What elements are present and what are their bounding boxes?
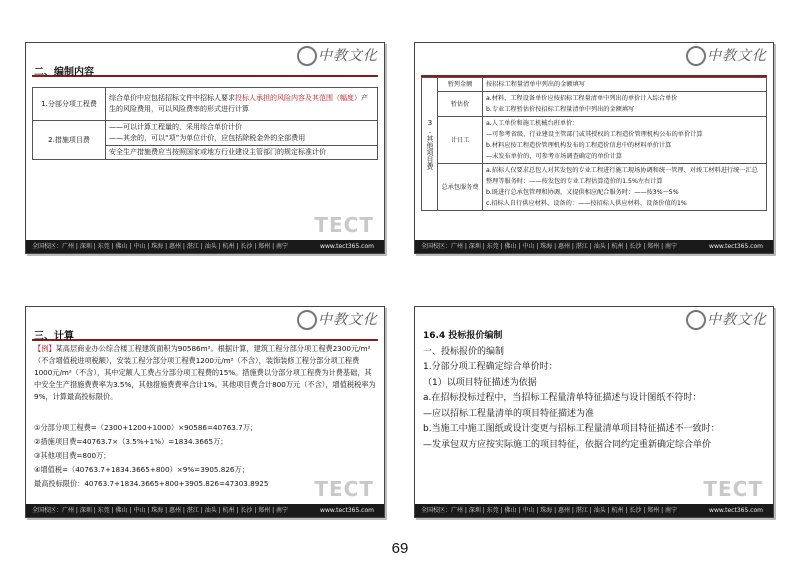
content-table bbox=[32, 87, 378, 160]
calc-line: ④增值税=（40763.7+1834.3665+800）×9%=3905.826万； bbox=[34, 465, 249, 474]
watermark-logo: TECT bbox=[703, 477, 763, 501]
slide-footer: 全国校区：广州 | 深圳 | 东莞 | 佛山 | 中山 | 珠海 | 惠州 | 湛江 | 汕头 | 杭州 | 长沙 | 郑州 | 南宁 www.tect365.com bbox=[415, 240, 773, 253]
slide-title: 16.4 投标报价编制 bbox=[423, 331, 503, 341]
logo: 中教文化 bbox=[686, 45, 767, 66]
row-content: a.材料、工程设备单价应按招标工程量清单中列出的单价计入综合单价 b.专业工程暂估价按招标工程量清单中列出的金额填写 bbox=[483, 92, 767, 117]
watermark-logo: TECT bbox=[314, 213, 374, 237]
row-content: a.招标人仅要求总包人对其发包的专业工程进行施工现场协调和统一管理、对竣工材料进行统一汇总整理等服务时：——按发包的专业工程估算造价的1.5%左右计算 b.既进行总承包管理和协调，又提供相应配合服务时：——按3%～5% c.招标人自行供应材料、设备的：——按招标人供应材料、设备价值的1% bbox=[483, 164, 767, 211]
slide-footer: 全国校区：广州 | 深圳 | 东莞 | 佛山 | 中山 | 珠海 | 惠州 | 湛江 | 汕头 | 杭州 | 长沙 | 郑州 | 南宁 www.tect365.com bbox=[26, 240, 384, 253]
logo-ring-icon bbox=[686, 310, 706, 330]
row-label: 1.分部分项工程费 bbox=[33, 88, 106, 121]
row-label: 暂列金额 bbox=[438, 78, 483, 92]
row-content: 综合单价中应包括招标文件中招标人要求投标人承担的风险内容及其范围（幅度）产生的风险费用，可以风险费率的形式进行计算 bbox=[106, 88, 378, 121]
slide-bid-quotation bbox=[414, 306, 774, 518]
text-line: （1）以项目特征描述为依据 bbox=[423, 377, 537, 388]
text-line: a.在招标投标过程中，当招标工程量清单特征描述与设计图纸不符时： bbox=[423, 393, 702, 403]
table-row bbox=[422, 92, 767, 117]
slide-header-rule bbox=[32, 325, 378, 341]
table-row bbox=[422, 78, 767, 92]
row-label: 总承包服务费 bbox=[438, 164, 483, 211]
text-line: b.当施工中施工图纸或设计变更与招标工程量清单项目特征描述不一致时： bbox=[423, 424, 720, 434]
page-number: 69 bbox=[391, 540, 409, 557]
row-content: ——可以计算工程量的，采用综合单价计价 ——其余的，可以“项”为单位计价，应包括除税金外的全部费用 bbox=[106, 121, 378, 146]
slide-compilation-content bbox=[25, 42, 385, 254]
slide-header-rule bbox=[421, 61, 767, 77]
other-items-table bbox=[421, 77, 767, 211]
slide-other-items bbox=[414, 42, 774, 254]
text-line: 一、投标报价的编制 bbox=[423, 346, 505, 357]
table-row bbox=[33, 121, 378, 146]
text-line: 1.分部分项工程确定综合单价时： bbox=[423, 362, 558, 372]
row-content: 按招标工程量清单中列出的金额填写 bbox=[483, 78, 767, 92]
example-text: 【例】某高层商业办公综合楼工程建筑面积为90586m²。根据计算，建筑工程分部分项工程费2300元/m²（不含增值税进项税额），安装工程分部分项工程费1200元/m²（不含），装饰装修工程分部分项工程费1000元/m²（不含），其中定额人工费占分部分项工程费的15%。措施费以分部分项工程费为计费基础，其中安全生产措施费费率为3.5%，其他措施费费率合计1%。其他项目费合计800万元（不含），增值税税率为9%，计算最高投标限价。 bbox=[34, 344, 376, 401]
section-label: 3.其他项目费 bbox=[422, 78, 438, 211]
row-label: 2.措施项目费 bbox=[33, 121, 106, 160]
slide-footer: 全国校区：广州 | 深圳 | 东莞 | 佛山 | 中山 | 珠海 | 惠州 | 湛江 | 汕头 | 杭州 | 长沙 | 郑州 | 南宁 www.tect365.com bbox=[26, 504, 384, 517]
slide-title: 二、编制内容 bbox=[34, 67, 94, 78]
row-content: a.人工单价和施工机械台班单价： —可参考省级、行业建设主管部门或其授权的工程造价管理机构公布的单价计算 b.材料应按工程造价管理机构发布的工程造价信息中的材料单价计算 —未发布单价的，可参考市场调查确定的单价计算 bbox=[483, 117, 767, 164]
bid-content bbox=[423, 329, 765, 453]
watermark-logo: TECT bbox=[314, 477, 374, 501]
row-content: 安全生产措施费应当按照国家或地方行业建设主管部门的规定标准计价 bbox=[106, 146, 378, 160]
logo: 中教文化 bbox=[686, 309, 767, 330]
text-line: —应以招标工程量清单的项目特征描述为准 bbox=[423, 408, 595, 419]
text-line: —发承包双方应按实际施工的项目特征，依据合同约定重新确定综合单价 bbox=[423, 439, 712, 450]
slide-title: 三、计算 bbox=[34, 331, 74, 342]
slide-calculation bbox=[25, 306, 385, 518]
calc-line: ①分部分项工程费=（2300+1200+1000）×90586=40763.7万； bbox=[34, 423, 258, 432]
calc-line: 最高投标限价：40763.7+1834.3665+800+3905.826=47303.8925 bbox=[34, 479, 269, 488]
table-row bbox=[422, 164, 767, 211]
slide-footer: 全国校区：广州 | 深圳 | 东莞 | 佛山 | 中山 | 珠海 | 惠州 | 湛江 | 汕头 | 杭州 | 长沙 | 郑州 | 南宁 www.tect365.com bbox=[415, 504, 773, 517]
logo: 中教文化 bbox=[297, 309, 378, 330]
logo: 中教文化 bbox=[297, 45, 378, 66]
table-row bbox=[33, 88, 378, 121]
table-row bbox=[422, 117, 767, 164]
calc-line: ②措施项目费=40763.7×（3.5%+1%）=1834.3665万； bbox=[34, 437, 228, 446]
row-label: 计日工 bbox=[438, 117, 483, 164]
row-label: 暂估价 bbox=[438, 92, 483, 117]
calc-line: ③其他项目费=800万； bbox=[34, 451, 111, 460]
